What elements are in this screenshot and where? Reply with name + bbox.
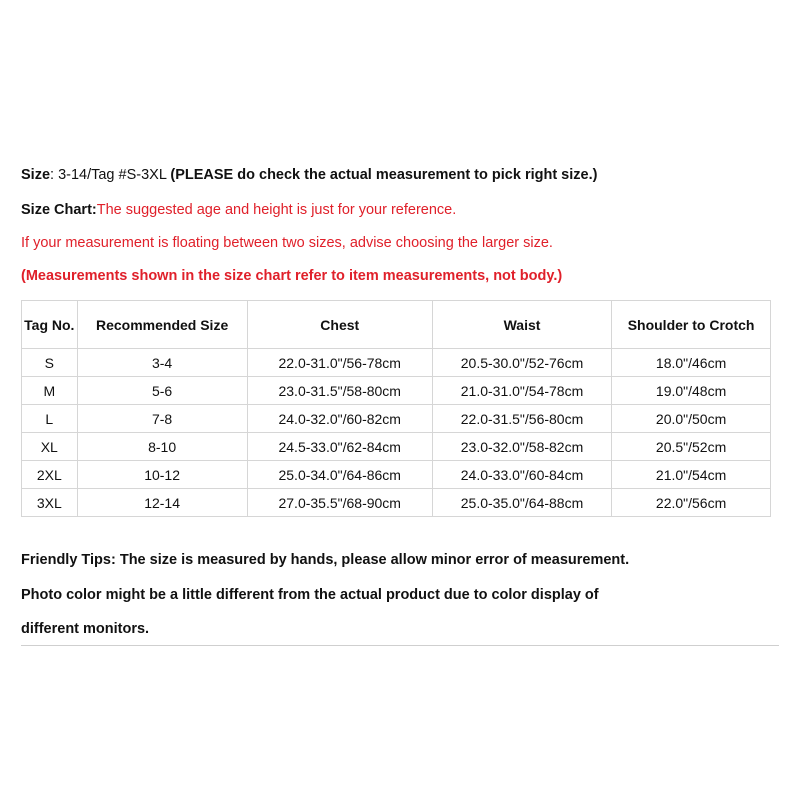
cell-chest: 24.0-32.0"/60-82cm — [247, 405, 432, 433]
cell-recommended: 10-12 — [77, 461, 247, 489]
cell-tag: 3XL — [22, 489, 78, 517]
photo-color-note: Photo color might be a little different from the actual product due to color display of — [21, 587, 599, 603]
size-chart-line — [21, 201, 456, 219]
header-chest: Chest — [247, 301, 432, 349]
cell-waist: 25.0-35.0"/64-88cm — [432, 489, 611, 517]
cell-tag: M — [22, 377, 78, 405]
cell-chest: 22.0-31.0"/56-78cm — [247, 349, 432, 377]
header-tag: Tag No. — [22, 301, 78, 349]
cell-shoulder: 21.0"/54cm — [612, 461, 771, 489]
header-recommended: Recommended Size — [77, 301, 247, 349]
size-chart-label: Size Chart — [21, 202, 92, 218]
cell-recommended: 5-6 — [77, 377, 247, 405]
cell-waist: 24.0-33.0"/60-84cm — [432, 461, 611, 489]
monitor-note: different monitors. — [21, 621, 150, 637]
cell-shoulder: 19.0"/48cm — [612, 377, 771, 405]
header-waist: Waist — [432, 301, 611, 349]
size-chart-note: The suggested age and height is just for your reference. — [96, 202, 457, 218]
cell-tag: S — [22, 349, 78, 377]
cell-waist: 21.0-31.0"/54-78cm — [432, 377, 611, 405]
cell-waist: 20.5-30.0"/52-76cm — [432, 349, 611, 377]
table-row — [22, 489, 771, 517]
table-row — [22, 405, 771, 433]
cell-chest: 25.0-34.0"/64-86cm — [247, 461, 432, 489]
cell-tag: L — [22, 405, 78, 433]
size-line — [21, 166, 597, 184]
size-note: (PLEASE do check the actual measurement to pick right size.) — [170, 167, 598, 183]
size-value: : 3-14/Tag #S-3XL — [50, 167, 171, 183]
friendly-tips-line: Friendly Tips: The size is measured by hands, please allow minor error of measurement. — [21, 552, 630, 568]
header-shoulder: Shoulder to Crotch — [612, 301, 771, 349]
cell-recommended: 8-10 — [77, 433, 247, 461]
cell-shoulder: 18.0"/46cm — [612, 349, 771, 377]
cell-shoulder: 22.0"/56cm — [612, 489, 771, 517]
cell-tag: 2XL — [22, 461, 78, 489]
size-chart-colon: : — [91, 202, 97, 218]
bottom-divider — [21, 645, 779, 646]
table-row — [22, 377, 771, 405]
cell-waist: 22.0-31.5"/56-80cm — [432, 405, 611, 433]
cell-shoulder: 20.0"/50cm — [612, 405, 771, 433]
cell-shoulder: 20.5"/52cm — [612, 433, 771, 461]
size-table — [21, 300, 771, 517]
table-header-row — [22, 301, 771, 349]
table-row — [22, 433, 771, 461]
cell-recommended: 7-8 — [77, 405, 247, 433]
cell-recommended: 12-14 — [77, 489, 247, 517]
size-label: Size — [21, 167, 51, 183]
cell-tag: XL — [22, 433, 78, 461]
cell-chest: 24.5-33.0"/62-84cm — [247, 433, 432, 461]
table-row — [22, 349, 771, 377]
table-row — [22, 461, 771, 489]
floating-note: If your measurement is floating between two sizes, advise choosing the larger size. — [21, 235, 553, 251]
cell-chest: 23.0-31.5"/58-80cm — [247, 377, 432, 405]
cell-chest: 27.0-35.5"/68-90cm — [247, 489, 432, 517]
cell-waist: 23.0-32.0"/58-82cm — [432, 433, 611, 461]
cell-recommended: 3-4 — [77, 349, 247, 377]
measurement-note: (Measurements shown in the size chart refer to item measurements, not body.) — [21, 268, 563, 284]
